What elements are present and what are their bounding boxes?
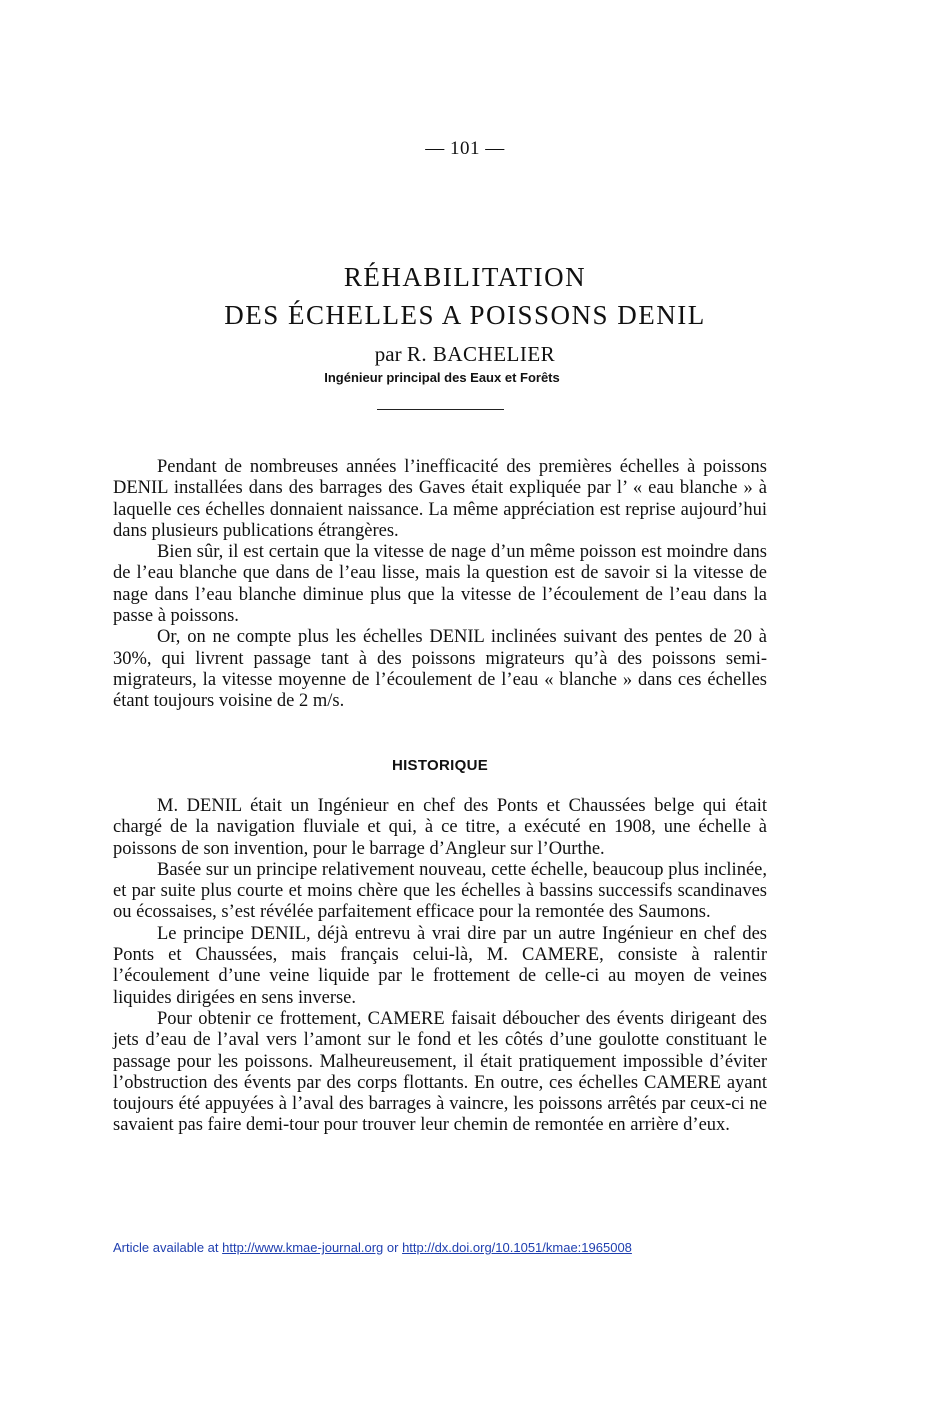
article-title <box>0 258 930 334</box>
paragraph: Pour obtenir ce frottement, CAMERE faisait déboucher des évents dirigeant des jets d’eau de l’aval vers l’amont sur le fond et les côtés d’une goulotte constituant le passage pour les poissons. Malheureusement, il était pratiquement impossible d’éviter l’obstruction des évents par des corps flottants. En outre, ces échelles CAMERE ayant toujours été appuyées à l’aval des barrages à vaincre, les poissons arrêtés par ceux-ci ne savaient pas faire demi-tour pour trouver leur chemin de remontée en arrière d’eux. <box>113 1008 767 1136</box>
page-number: — 101 — <box>425 138 505 159</box>
paragraph: Basée sur un principe relativement nouveau, cette échelle, beaucoup plus inclinée, et par suite plus courte et moins chère que les échelles à bassins successifs scandinaves ou écossaises, s’est révélée parfaitement efficace pour la remontée des Saumons. <box>113 859 767 923</box>
author-affiliation: Ingénieur principal des Eaux et Forêts <box>324 370 560 385</box>
history-section <box>113 796 767 1137</box>
paragraph: M. DENIL était un Ingénieur en chef des Ponts et Chaussées belge qui était chargé de la navigation fluviale et qui, à ce titre, a exécuté en 1908, une échelle à poissons de son invention, pour le barrage d’Angleur sur l’Ourthe. <box>113 796 767 859</box>
title-line-2: DES ÉCHELLES A POISSONS DENIL <box>224 300 706 330</box>
paragraph: Or, on ne compte plus les échelles DENIL inclinées suivant des pentes de 20 à 30%, qui livrent passage tant à des poissons migrateurs qu’à des poissons semi-migrateurs, la vitesse moyenne de l’écoulement de l’eau « blanche » dans ces échelles étant toujours voisine de 2 m/s. <box>113 627 767 712</box>
footer-prefix: Article available at <box>113 1240 219 1255</box>
availability-note <box>113 1240 632 1255</box>
paragraph: Le principe DENIL, déjà entrevu à vrai dire par un autre Ingénieur en chef des Ponts et Chaussées, mais français celui-là, M. CAMERE, consiste à ralentir l’écoulement d’une veine liquide par le frottement de celle-ci au moyen de veines liquides dirigées en sens inverse. <box>113 923 767 1008</box>
author-line <box>0 342 930 367</box>
author-prefix: par <box>374 342 402 366</box>
footer-middle: or <box>386 1240 399 1255</box>
intro-section <box>113 457 767 713</box>
title-line-1: RÉHABILITATION <box>343 262 587 292</box>
author-name: R. BACHELIER <box>406 342 556 366</box>
paragraph: Bien sûr, il est certain que la vitesse de nage d’un même poisson est moindre dans de l’eau blanche que dans de l’eau lisse, mais la question est de savoir si la vitesse de nage dans l’eau blanche diminue plus que la vitesse de l’écoulement de l’eau dans la passe à poissons. <box>113 542 767 627</box>
title-divider <box>377 409 504 410</box>
doi-link[interactable]: http://dx.doi.org/10.1051/kmae:1965008 <box>402 1240 632 1255</box>
journal-link[interactable]: http://www.kmae-journal.org <box>222 1240 384 1255</box>
paragraph: Pendant de nombreuses années l’inefficacité des premières échelles à poissons DENIL installées dans des barrages des Gaves était expliquée par l’ « eau blanche » à laquelle ces échelles donnaient naissance. La même appréciation est reprise aujourd’hui dans plusieurs publications étrangères. <box>113 457 767 541</box>
section-heading: HISTORIQUE <box>391 757 489 774</box>
